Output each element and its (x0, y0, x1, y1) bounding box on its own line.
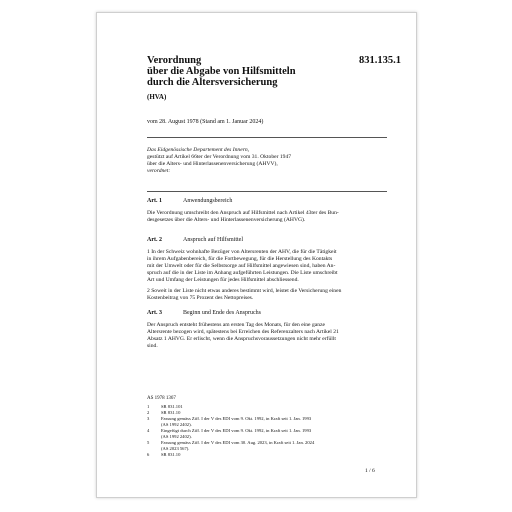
footnote-text: SR 831.10 (161, 452, 181, 457)
footnote-text: (AS 2023 567). (161, 446, 190, 451)
text-line: in ihrem Aufgabenbereich, für die Fortbewegung, für die Herstellung des Kontakts (147, 256, 333, 262)
footnote-number: 2 (147, 410, 150, 415)
preamble (147, 147, 291, 175)
article-label: Art. 3 (147, 310, 162, 316)
text-line: spruch auf die in der Liste im Anhang aufgeführten Leistungen. Die Liste umschreibt (147, 270, 338, 276)
footnote-text: Fassung gemäss Ziff. I der V des EDI vom 30. Aug. 2023, in Kraft seit 1. Jan. 2024 (161, 440, 315, 445)
title-line: Verordnung (147, 55, 202, 66)
preamble-basis: gestützt auf Artikel 66ter der Verordnung vom 31. Oktober 1947 (147, 154, 292, 160)
document-date: vom 28. August 1978 (Stand am 1. Januar 2024) (147, 119, 264, 125)
title-line: durch die Altersversicherung (147, 77, 278, 88)
article-label: Art. 2 (147, 237, 162, 243)
text-line: Die Verordnung umschreibt den Anspruch auf Hilfsmittel nach Artikel 43ter des Bun- (147, 210, 339, 216)
document-page (96, 12, 417, 498)
article-paragraph (147, 210, 387, 224)
divider (147, 137, 387, 138)
footnote-text: SR 831.101 (161, 404, 183, 409)
text-line: sind. (147, 343, 158, 349)
footnote-text: Fassung gemäss Ziff. I der V des EDI vom 9. Okt. 1992, in Kraft seit 1. Jan. 1993 (161, 416, 312, 421)
article-paragraph (147, 249, 387, 284)
footnote-text: SR 831.10 (161, 410, 181, 415)
as-reference: AS 1978 1367 (147, 396, 176, 401)
text-line: Der Anspruch entsteht frühestens am ersten Tag des Monats, für den eine ganze (147, 322, 325, 328)
article-title: Beginn und Ende des Anspruchs (183, 310, 261, 316)
article-paragraph (147, 288, 387, 302)
text-line: Absatz 1 AHVG. Er erlischt, wenn die Anspruchsvoraussetzungen nicht mehr erfüllt (147, 336, 336, 342)
text-line: desgesetzes über die Alters- und Hinterlassenenversicherung (AHVG). (147, 217, 306, 223)
footnote-number: 3 (147, 416, 150, 421)
article-paragraph (147, 322, 387, 350)
divider (147, 191, 387, 192)
footnote-number: 1 (147, 404, 150, 409)
article-title: Anwendungsbereich (183, 198, 233, 204)
text-line: mit der Umwelt oder für die Selbstsorge auf Hilfsmittel angewiesen sind, haben An- (147, 263, 336, 269)
footnote-text: Eingefügt durch Ziff. I der V des EDI vom 9. Okt. 1992, in Kraft seit 1. Jan. 1993 (161, 428, 312, 433)
footnote-number: 5 (147, 440, 150, 445)
preamble-basis: über die Alters- und Hinterlassenenversicherung (AHVV), (147, 161, 278, 167)
article-title: Anspruch auf Hilfsmittel (183, 237, 243, 243)
sr-number: 831.135.1 (359, 55, 401, 66)
text-line: Kostenbeitrag von 75 Prozent des Nettopreises. (147, 295, 254, 301)
title-line: über die Abgabe von Hilfsmitteln (147, 66, 296, 77)
document-title (147, 55, 296, 88)
preamble-authority: Das Eidgenössische Departement des Innern, (147, 147, 250, 153)
text-line: Art und Umfang der Leistungen für jedes Hilfsmittel abschliessend. (147, 277, 299, 283)
text-line: 1 In der Schweiz wohnhafte Bezüger von Altersrenten der AHV, die für die Tätigkeit (147, 249, 337, 255)
preamble-ordains: verordnet: (147, 168, 171, 174)
page-number: 1 / 6 (365, 468, 375, 474)
footnote-text: (AS 1992 2402). (161, 422, 192, 427)
footnote-text: (AS 1992 2402). (161, 434, 192, 439)
document-abbreviation: (HVA) (147, 93, 167, 101)
text-line: 2 Soweit in der Liste nicht etwas anderes bestimmt wird, leistet die Versicherung einen (147, 288, 342, 294)
text-line: Altersrente bezogen wird, spätestens bei Erreichen des Referenzalters nach Artikel 21 (147, 329, 339, 335)
footnote-number: 6 (147, 452, 150, 457)
footnote-number: 4 (147, 428, 150, 433)
article-label: Art. 1 (147, 198, 162, 204)
